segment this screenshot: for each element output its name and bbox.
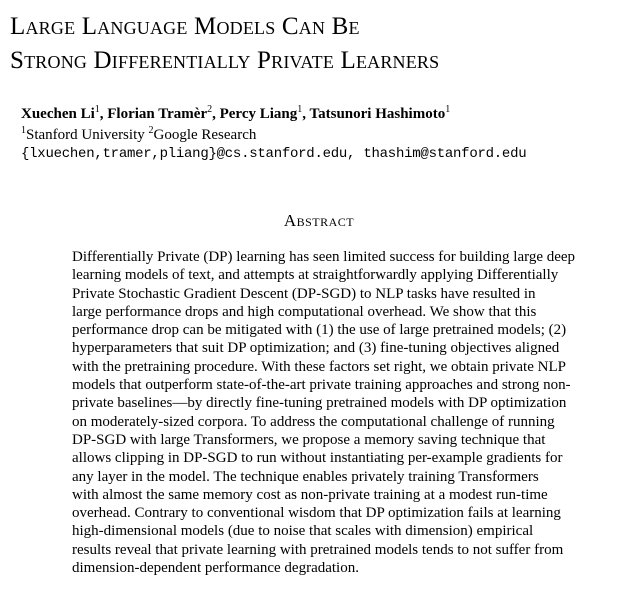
affiliation-mark: 1: [21, 125, 26, 136]
author-name: Percy Liang: [219, 106, 298, 122]
abstract-line: DP-SGD with large Transformers, we propose a memory saving technique that: [72, 431, 546, 448]
abstract-heading: Abstract: [283, 211, 355, 230]
author-affiliation-mark: 1: [94, 104, 100, 115]
abstract-line: Private Stochastic Gradient Descent (DP-SGD) to NLP tasks have resulted in: [72, 285, 536, 302]
author-affiliation-mark: 1: [445, 104, 451, 115]
abstract-line: results reveal that private learning with pretrained models tends to not suffer from: [72, 541, 564, 558]
abstract-body: [72, 248, 616, 577]
abstract-line: Differentially Private (DP) learning has seen limited success for building large deep: [72, 249, 576, 265]
author-name: Xuechen Li: [21, 106, 95, 122]
abstract-line: models that outperform state-of-the-art private training approaches and strong non-: [72, 377, 571, 394]
author-affiliation-mark: 1: [297, 104, 303, 115]
title-line-2: Strong Differentially Private Learners: [10, 47, 440, 74]
abstract-line: private baselines—by directly fine-tuning pretrained models with DP optimization: [72, 395, 567, 412]
title-line-1: Large Language Models Can Be: [10, 13, 360, 40]
abstract-line: large performance drops and high computational overhead. We show that this: [72, 303, 537, 320]
abstract-line: on moderately-sized corpora. To address the computational challenge of running: [72, 413, 555, 430]
affiliation-list: [21, 127, 256, 144]
affiliation-name: Stanford University: [26, 127, 145, 143]
affiliation-mark: 2: [148, 125, 154, 136]
abstract-line: with almost the same memory cost as non-private training at a modest run-time: [72, 486, 548, 503]
abstract-line: dimension-dependent performance degradation.: [72, 560, 359, 577]
paper-title: [10, 10, 630, 78]
author-emails: {lxuechen,tramer,pliang}@cs.stanford.edu, thashim@stanford.edu: [21, 146, 527, 162]
abstract-line: high-dimensional models (due to noise that scales with dimension) empirical: [72, 523, 534, 540]
abstract-line: allows clipping in DP-SGD to run without instantiating per-example gradients for: [72, 450, 563, 467]
abstract-line: overhead. Contrary to conventional wisdom that DP optimization fails at learning: [72, 505, 561, 522]
abstract-line: any layer in the model. The technique enables privately training Transformers: [72, 468, 539, 485]
affiliation-name: Google Research: [153, 127, 257, 143]
author-affiliation-mark: 2: [207, 104, 213, 115]
author-name: Florian Tramèr: [107, 106, 208, 122]
abstract-line: learning models of text, and attempts at straightforwardly applying Differentially: [72, 267, 559, 284]
abstract-line: with the pretraining procedure. With these factors set right, we obtain private NLP: [72, 358, 566, 375]
abstract-line: hyperparameters that suit DP optimization; and (3) fine-tuning objectives aligned: [72, 340, 560, 357]
author-list: Xuechen Li$^1$, Florian Tramèr$^2$, Percy Liang$^1$, Tatsunori Hashimoto$^1$: [21, 104, 451, 122]
abstract-line: performance drop can be mitigated with (1) the use of large pretrained models; (2): [72, 322, 567, 339]
author-name: Tatsunori Hashimoto: [309, 106, 446, 122]
